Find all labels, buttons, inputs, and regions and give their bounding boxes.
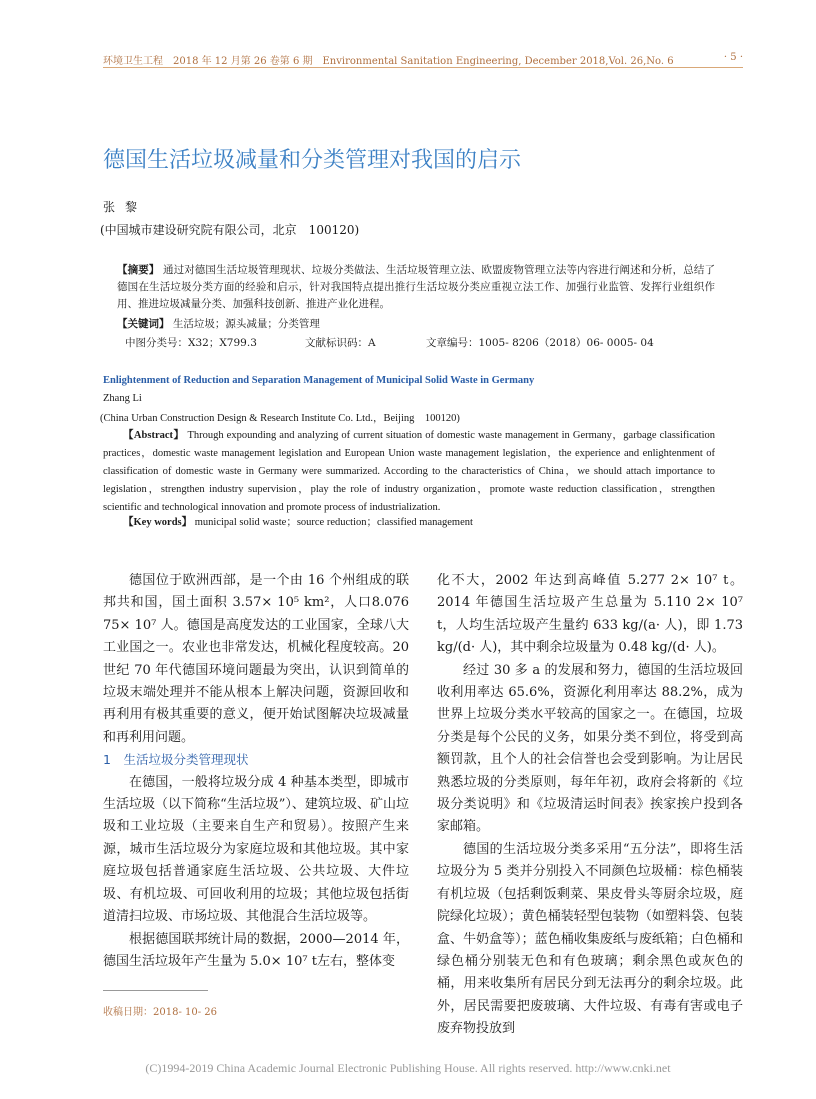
abstract-en-label: 【Abstract】 <box>123 430 185 441</box>
paragraph: 根据德国联邦统计局的数据，2000—2014 年，德国生活垃圾年产生量为 5.0× 10⁷ t左右，整体变 <box>103 931 409 969</box>
section-heading: 1 生活垃圾分类管理现状 <box>103 752 249 768</box>
affiliation: (中国城市建设研究院有限公司，北京 100120) <box>100 223 360 237</box>
keywords-chinese <box>117 316 320 331</box>
paragraph: 德国位于欧洲西部，是一个由 16 个州组成的联邦共和国，国土面积 3.57× 10⁵ km²，人口8.076 75× 10⁷ 人。德国是高度发达的工业国家，全球八大工业国之一。农业也非常发达，机械化程度较高。20 世纪 70 年代德国环境问题最为突出，认识到简单的垃圾末端处理并不能从根本上解决问题，资源回收和再利用有极其重要的意义，便开始试图解决垃圾减量和再利用问题。 <box>103 573 409 745</box>
abstract-chinese <box>117 262 715 313</box>
document-code: 文献标识码：A <box>305 337 376 349</box>
keywords-label: 【关键词】 <box>117 318 170 330</box>
journal-citation: 环境卫生工程 2018 年 12 月第 26 卷第 6 期 Environmental Sanitation Engineering, December 2018,Vol. 26,No. 6 <box>103 56 674 67</box>
body-column-left <box>103 570 409 973</box>
classification-info <box>125 335 725 351</box>
paragraph: 在德国，一般将垃圾分成 4 种基本类型，即城市生活垃圾（以下简称“生活垃圾”）、建筑垃圾、矿山垃圾和工业垃圾（主要来自生产和贸易）。按照产生来源，城市生活垃圾分为家庭垃圾和其他垃圾。其中家庭垃圾包括普通家庭生活垃圾、公共垃圾、大件垃圾、有机垃圾、可回收利用的垃圾；其他垃圾包括街道清扫垃圾、市场垃圾、其他混合生活垃圾等。 <box>103 774 409 925</box>
abstract-en-text: Through expounding and analyzing of current situation of domestic waste management in Germany，garbage classification practices，domestic waste management legislation and European Union waste management legislation，the experience and enlightenment of classification of domestic waste in Germany were summarized. According to the characteristics of China，we should attach importance to legislation，strengthen industry supervision，play the role of industry organization，promote waste reduction classification，strengthen scientific and technological innovation and promote process of industrialization. <box>103 430 715 513</box>
body-column-right <box>437 570 743 1041</box>
header-divider <box>103 67 743 68</box>
abstract-label: 【摘要】 <box>117 264 160 276</box>
copyright-notice: (C)1994-2019 China Academic Journal Electronic Publishing House. All rights reserved. http://www.cnki.net <box>145 1061 671 1075</box>
english-title: Enlightenment of Reduction and Separation Management of Municipal Solid Waste in Germany <box>103 375 535 386</box>
running-header <box>103 52 743 66</box>
keywords-en-text: municipal solid waste；source reduction；classified management <box>194 517 473 528</box>
keywords-text: 生活垃圾；源头减量；分类管理 <box>172 318 320 330</box>
page-number: · 5 · <box>723 52 743 63</box>
abstract-text: 通过对德国生活垃圾管理现状、垃圾分类做法、生活垃圾管理立法、欧盟废物管理立法等内容进行阐述和分析，总结了德国在生活垃圾分类方面的经验和启示，针对我国特点提出推行生活垃圾分类应重视立法工作、加强行业监管、发挥行业组织作用、推进垃圾减量分类、加强科技创新、推进产业化进程。 <box>117 264 716 310</box>
keywords-en-label: 【Key words】 <box>123 517 193 528</box>
paragraph: 化不大，2002 年达到高峰值 5.277 2× 10⁷ t。2014 年德国生活垃圾产生总量为 5.110 2× 10⁷ t，人均生活垃圾产生量约 633 kg/(a· 人)，即 1.73 kg/(d· 人)，其中剩余垃圾量为 0.48 kg/(d· 人)。 <box>437 573 743 656</box>
paragraph: 德国的生活垃圾分类多采用“五分法”，即将生活垃圾分为 5 类并分别投入不同颜色垃圾桶：棕色桶装有机垃圾（包括剩饭剩菜、果皮骨头等厨余垃圾，庭院绿化垃圾）；黄色桶装轻型包装物（如塑料袋、包装盒、牛奶盒等）；蓝色桶收集废纸与废纸箱；白色桶和绿色桶分别装无色和有色玻璃；剩余黑色或灰色的桶，用来收集所有居民分到无法再分的剩余垃圾。此外，居民需要把废玻璃、大件垃圾、有毒有害或电子废弃物投放到 <box>437 841 743 1037</box>
article-number: 文章编号：1005- 8206（2018）06- 0005- 04 <box>426 337 654 349</box>
english-author: Zhang Li <box>103 393 142 404</box>
paragraph: 经过 30 多 a 的发展和努力，德国的生活垃圾回收利用率达 65.6%，资源化利用率达 88.2%，成为世界上垃圾分类水平较高的国家之一。在德国，垃圾分类是每个公民的义务，如果分类不到位，将受到高额罚款，且个人的社会信誉也会受到影响。为让居民熟悉垃圾的分类原则，每年年初，政府会将新的《垃圾分类说明》和《垃圾清运时间表》挨家挨户投到各家邮箱。 <box>437 662 743 835</box>
received-date: 收稿日期：2018- 10- 26 <box>103 1007 218 1018</box>
author-name: 张黎 <box>103 200 148 214</box>
clc-number: 中图分类号：X32；X799.3 <box>125 337 257 349</box>
keywords-english <box>123 514 473 529</box>
paper-title: 德国生活垃圾减量和分类管理对我国的启示 <box>103 148 522 173</box>
abstract-english <box>103 427 715 517</box>
footnote-divider <box>103 990 208 991</box>
english-affiliation: (China Urban Construction Design & Research Institute Co. Ltd.，Beijing 100120) <box>100 413 460 424</box>
